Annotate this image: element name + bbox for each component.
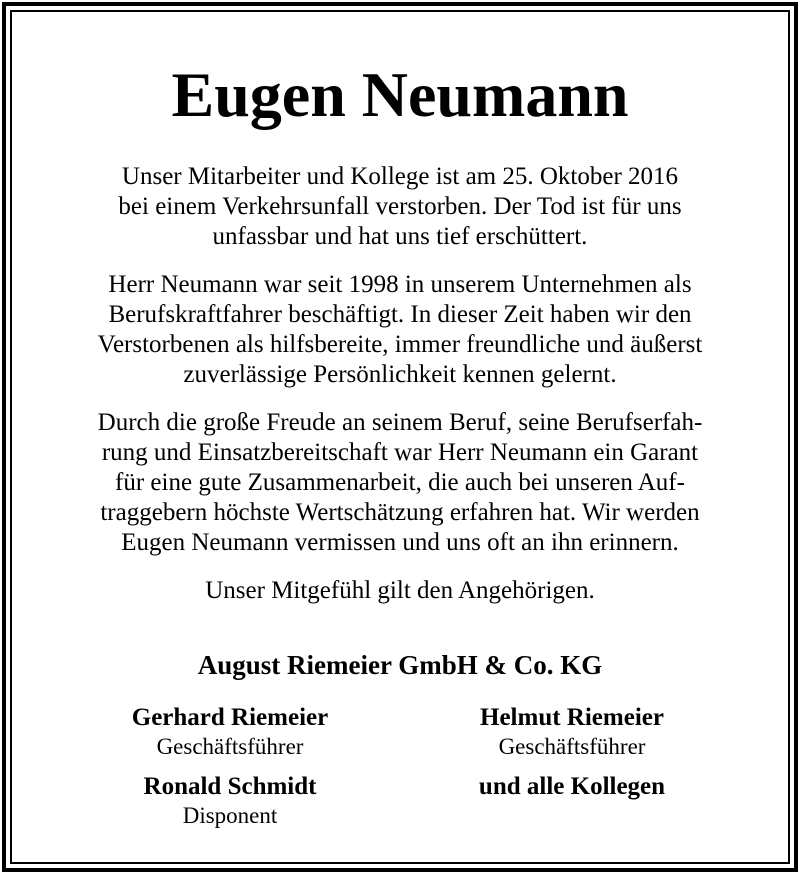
paragraph-condolences — [20, 576, 780, 606]
signatory-colleagues — [422, 772, 722, 802]
text-line: bei einem Verkehrsunfall verstorben. Der Tod ist für uns — [118, 193, 682, 220]
paragraph-announcement — [20, 162, 780, 252]
signatory-name: Gerhard Riemeier — [131, 704, 329, 731]
signatory-helmut-riemeier — [422, 703, 722, 761]
signatory-name: Ronald Schmidt — [143, 773, 317, 800]
paragraph-tribute — [20, 408, 780, 558]
signatory-role: Geschäftsführer — [498, 734, 646, 759]
deceased-name: Eugen Neumann — [171, 59, 629, 130]
text-line: Verstorbenen als hilfsbereite, immer freundliche und äußerst — [97, 331, 703, 358]
signatory-role: Disponent — [182, 803, 278, 828]
text-line: Herr Neumann war seit 1998 in unserem Unternehmen als — [108, 271, 692, 298]
signatory-name: Helmut Riemeier — [480, 704, 664, 731]
text-line: Unser Mitarbeiter und Kollege ist am 25. Oktober 2016 — [121, 163, 679, 190]
paragraph-employment — [20, 270, 780, 390]
text-line: Durch die große Freude an seinem Beruf, seine Berufserfah- — [97, 409, 703, 436]
obituary-notice — [20, 20, 780, 854]
text-line: unfassbar und hat uns tief erschüttert. — [212, 223, 588, 250]
text-line: Unser Mitgefühl gilt den Angehörigen. — [205, 577, 595, 604]
text-line: Berufskraftfahrer beschäftigt. In dieser Zeit haben wir den — [108, 301, 692, 328]
text-line: Eugen Neumann vermissen und uns oft an ihn erinnern. — [121, 529, 679, 556]
signatory-name: und alle Kollegen — [478, 773, 666, 800]
signatory-ronald-schmidt — [80, 772, 380, 830]
text-line: für eine gute Zusammenarbeit, die auch bei unseren Auf- — [115, 469, 685, 496]
company-name: August Riemeier GmbH & Co. KG — [197, 650, 603, 680]
text-line: traggebern höchste Wertschätzung erfahren hat. Wir werden — [100, 499, 700, 526]
signatory-role: Geschäftsführer — [156, 734, 304, 759]
text-line: rung und Einsatzbereitschaft war Herr Neumann ein Garant — [101, 439, 699, 466]
text-line: zuverlässige Persönlichkeit kennen gelernt. — [183, 361, 617, 388]
signatory-gerhard-riemeier — [80, 703, 380, 761]
